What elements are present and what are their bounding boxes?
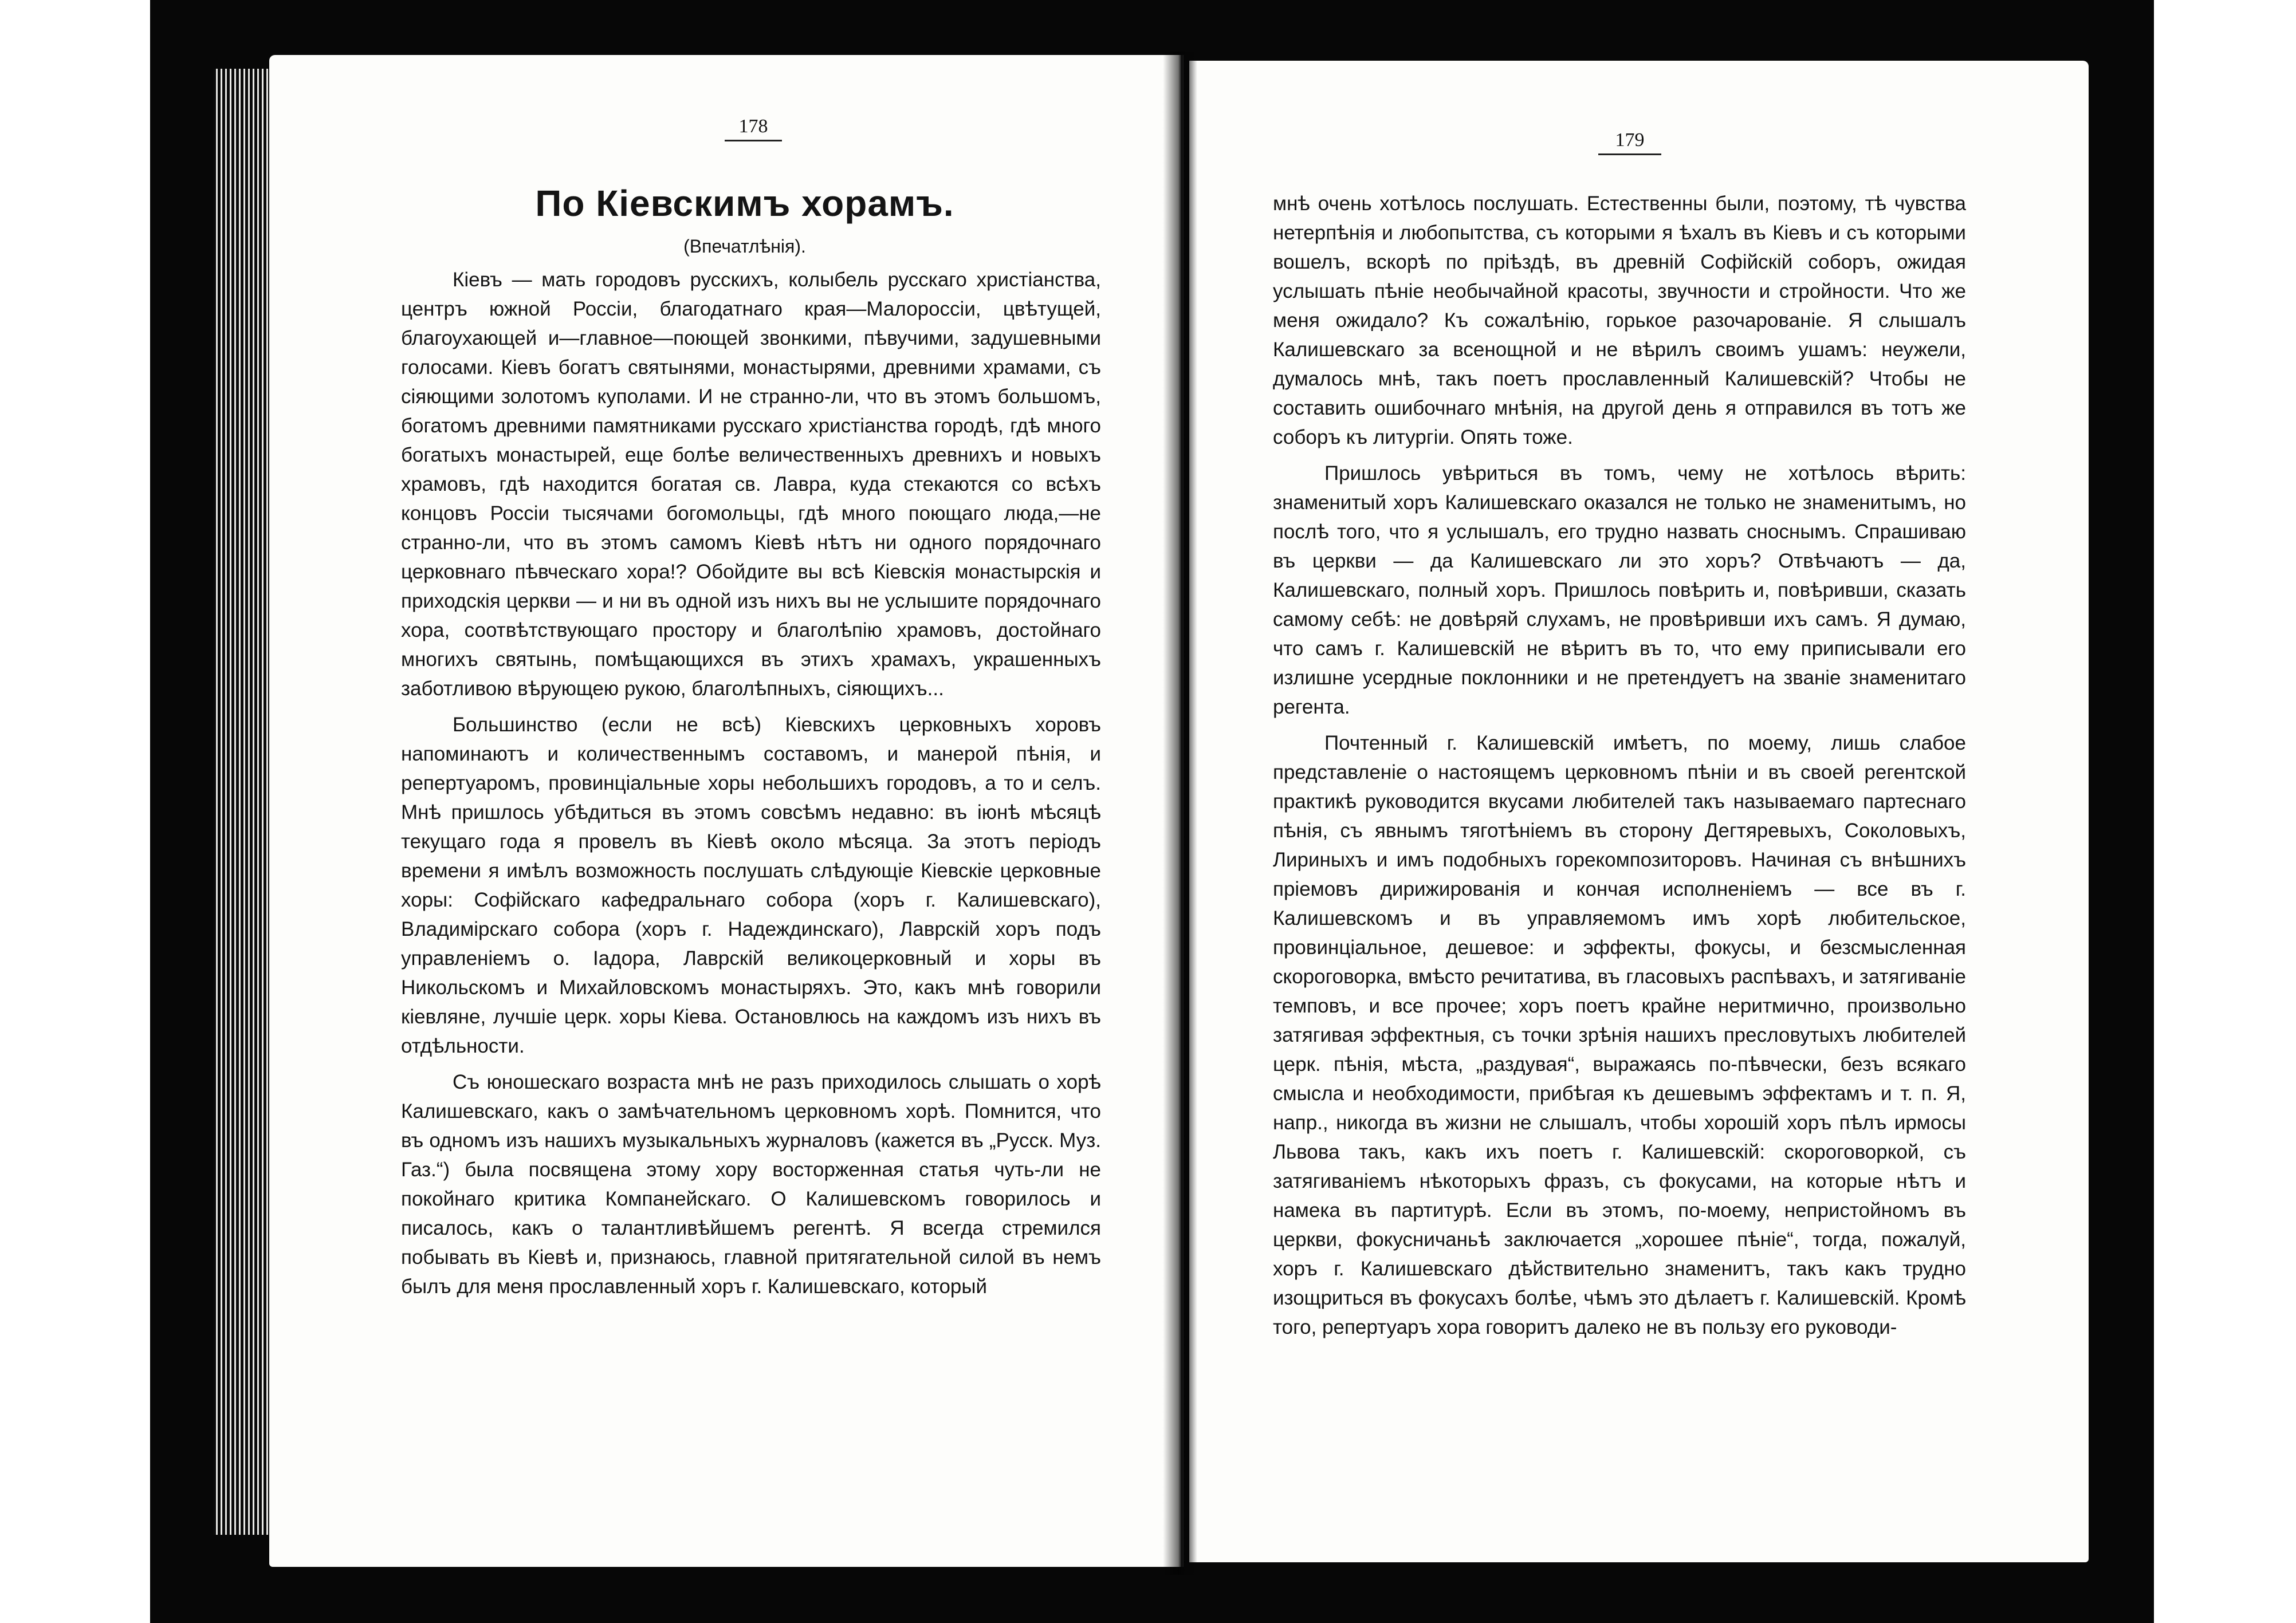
paragraph: Большинство (если не всѣ) Кіевскихъ церковныхъ хоровъ напоминаютъ и количественнымъ составомъ, и манерой пѣнія, и репертуаромъ, провинціальные хоры небольшихъ городовъ, а то и селъ. Мнѣ пришлось убѣдиться въ этомъ совсѣмъ недавно: въ іюнѣ мѣсяцѣ текущаго года я провелъ въ Кіевѣ около мѣсяца. За этотъ періодъ времени я имѣлъ возможность послушать слѣдующіе Кіевскіе церковные хоры: Софійскаго кафедральнаго собора (хоръ г. Калишевскаго), Владимірскаго собора (хоръ г. Надеждинскаго), Лаврскій хоръ подъ управленіемъ о. Іадора, Лаврскій великоцерковный и хоры въ Никольскомъ и Михайловскомъ монастыряхъ. Это, какъ мнѣ говорили кіевляне, лучшіе церк. хоры Кіева. Остановлюсь на каждомъ изъ нихъ въ отдѣльности. <box>401 714 1101 1057</box>
book-page-edges <box>213 69 268 1535</box>
left-page-text <box>401 265 1101 1301</box>
paragraph: мнѣ очень хотѣлось послушать. Естественны были, поэтому, тѣ чувства нетерпѣнія и любопытства, съ которыми я ѣхалъ въ Кіевъ и съ которыми вошелъ, вскорѣ по пріѣздѣ, въ древній Софійскій соборъ, ожидая услышать пѣніе необычайной красоты, звучности и стройности. Что же меня ожидало? Къ сожалѣнію, горькое разочарованіе. Я слышалъ Калишевскаго за всенощной и не вѣрилъ своимъ ушамъ: неужели, думалось мнѣ, такъ поетъ прославленный Калишевскій? Чтобы не составить ошибочнаго мнѣнія, на другой день я отправился въ тотъ же соборъ къ литургіи. Опять тоже. <box>1273 192 1966 448</box>
paragraph: Кіевъ — мать городовъ русскихъ, колыбель русскаго христіанства, центръ южной Россіи, благодатнаго края—Малороссіи, цвѣтущей, благоухающей и—главное—поющей звонкими, пѣвучими, задушевными голосами. Кіевъ богатъ святынями, монастырями, древними храмами, съ сіяющими золотомъ куполами. И не странно-ли, что въ этомъ большомъ, богатомъ древними памятниками русскаго христіанства городѣ, гдѣ много богатыхъ монастырей, еще болѣе величественныхъ древнихъ и новыхъ храмовъ, гдѣ находится богатая св. Лавра, куда стекаются со всѣхъ концовъ Россіи тысячами богомольцы, гдѣ много поющаго люда,—не странно-ли, что въ этомъ самомъ Кіевѣ нѣтъ ни одного порядочнаго церковнаго пѣвческаго хора!? Обойдите вы всѣ Кіевскія монастырскія и приходскія церкви — и ни въ одной изъ нихъ вы не услышите порядочнаго хора, соотвѣтствующаго простору и благолѣпію храмовъ, достойнаго многихъ святынь, помѣщающихся въ этихъ храмахъ, украшенныхъ заботливою вѣрующею рукою, благолѣпныхъ, сіяющихъ... <box>401 269 1101 700</box>
article-title: По Кіевскимъ хорамъ. <box>535 183 954 224</box>
article-subtitle: (Впечатлѣнія). <box>683 236 806 257</box>
right-page-text <box>1273 189 1966 1342</box>
paragraph: Почтенный г. Калишевскій имѣетъ, по моему, лишь слабое представленіе о настоящемъ церковномъ пѣніи и въ своей регентской практикѣ руководится вкусами любителей такъ называемаго партеснаго пѣнія, съ явнымъ тяготѣніемъ въ сторону Дегтяревыхъ, Соколовыхъ, Лириныхъ и имъ подобныхъ горекомпозиторовъ. Начиная съ внѣшнихъ пріемовъ дирижированія и кончая исполненіемъ — все въ г. Калишевскомъ и въ управляемомъ имъ хорѣ любительское, провинціальное, дешевое: и эффекты, фокусы, и безсмысленная скороговорка, вмѣсто речитатива, въ гласовыхъ распѣвахъ, и затягиваніе темповъ, и все прочее; хоръ поетъ крайне неритмично, произвольно затягивая эффектныя, съ точки зрѣнія нашихъ пресловутыхъ любителей церк. пѣнія, мѣста, „раздувая“, выражаясь по-пѣвчески, безъ всякаго смысла и необходимости, прибѣгая къ дешевымъ эффектамъ и т. п. Я, напр., никогда въ жизни не слышалъ, чтобы хорошій хоръ пѣлъ ирмосы Львова такъ, какъ ихъ поетъ г. Калишевскій: скороговоркой, съ затягиваніемъ нѣкоторыхъ фразъ, съ фокусами, на которые нѣтъ и намека въ партитурѣ. Если въ этомъ, по-моему, непристойномъ въ церкви, фокусничаньѣ заключается „хорошее пѣніе“, тогда, пожалуй, хоръ г. Калишевскаго дѣйствительно знаменитъ, такъ какъ трудно изощриться въ фокусахъ болѣе, чѣмъ это дѣлаетъ г. Калишевскій. Кромѣ того, репертуаръ хора говоритъ далеко не въ пользу его руководи- <box>1273 732 1966 1338</box>
paragraph: Пришлось увѣриться въ томъ, чему не хотѣлось вѣрить: знаменитый хоръ Калишевскаго оказался не только не знаменитымъ, но послѣ того, что я услышалъ, его трудно назвать сноснымъ. Спрашиваю въ церкви — да Калишевскаго ли это хоръ? Отвѣчаютъ — да, Калишевскаго, полный хоръ. Пришлось повѣрить и, повѣривши, сказать самому себѣ: не довѣряй слухамъ, не провѣривши ихъ самъ. Я думаю, что самъ г. Калишевскій не вѣритъ въ то, что ему приписывали его излишне усердные поклонники и не претендуетъ на званіе знаменитаго регента. <box>1273 462 1966 718</box>
left-page-number: 178 <box>725 116 782 141</box>
right-page-number: 179 <box>1598 129 1661 155</box>
paragraph: Съ юношескаго возраста мнѣ не разъ приходилось слышать о хорѣ Калишевскаго, какъ о замѣчательномъ церковномъ хорѣ. Помнится, что въ одномъ изъ нашихъ музыкальныхъ журналовъ (кажется въ „Русск. Муз. Газ.“) была посвящена этому хору восторженная статья чуть-ли не покойнаго критика Компанейскаго. О Калишевскомъ говорилось и писалось, какъ о талантливѣйшемъ регентѣ. Я всегда стремился побывать въ Кіевѣ и, признаюсь, главной притягательной силой въ немъ былъ для меня прославленный хоръ г. Калишевскаго, который <box>401 1071 1101 1298</box>
book-spine <box>1163 52 1197 1575</box>
